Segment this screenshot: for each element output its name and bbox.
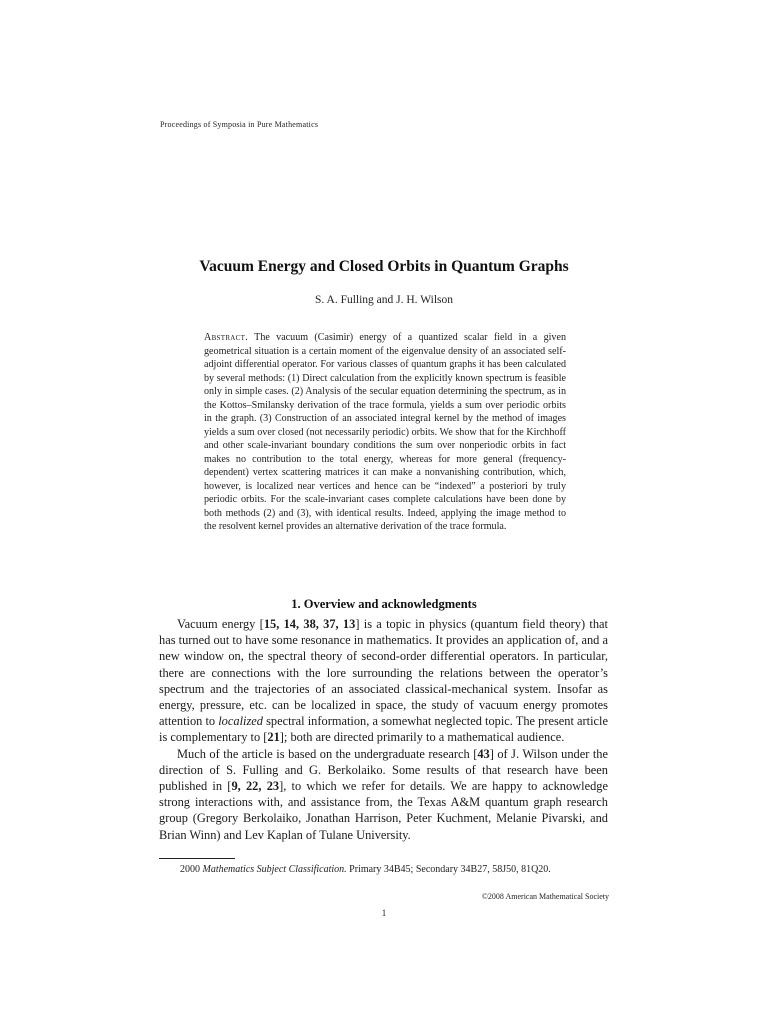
paper-title: Vacuum Energy and Closed Orbits in Quantum Graphs [199, 258, 569, 275]
paragraph-2 [159, 746, 608, 843]
footnote-label: Mathematics Subject Classification. [202, 864, 347, 875]
citation-refs[interactable]: 43 [477, 746, 490, 761]
citation-refs[interactable]: 21 [267, 730, 280, 745]
paragraph-text: Vacuum energy [ [177, 617, 264, 631]
paper-authors: S. A. Fulling and J. H. Wilson [315, 294, 453, 306]
citation-refs[interactable]: 15, 14, 38, 37, 13 [263, 617, 356, 631]
paragraph-text: ], to which we refer for details. We are happy to acknowledge strong interactions with, and assistance from, the Texas A&M quantum graph research group (Gregory Berkolaiko, Jonathan Harrison, Peter Kuchment, Melanie Pivarski, and Brian Winn) and Lev Kaplan of Tulane University. [159, 779, 608, 842]
citation-refs[interactable]: 9, 22, 23 [231, 779, 280, 794]
page-number: 1 [381, 908, 387, 918]
emphasis-text: localized [218, 714, 263, 729]
copyright-notice: ©2008 American Mathematical Society [481, 892, 609, 901]
paragraph-text: ]; both are directed primarily to a mathematical audience. [279, 730, 565, 745]
paragraph-text: spectral information, a somewhat neglected topic. The present article is complementary to [ [159, 714, 608, 745]
footnote-year: 2000 [180, 864, 200, 875]
abstract [204, 331, 566, 534]
paragraph-text: ] of J. Wilson under the direction of S. Fulling and G. Berkolaiko. Some results of that research have been published in [ [159, 746, 608, 794]
paragraph-text: ] is a topic in physics (quantum field theory) that has turned out to have some resonance in mathematics. It provides an application of, and a new window on, the spectral theory of second-order differential operators. In particular, there are connections with the lore surrounding the relations between the operator’s spectrum and the trajectories of an associated classical-mechanical system. Insofar as energy, pressure, etc. can be localized in space, the study of vacuum energy promotes attention to [159, 617, 608, 729]
paragraph-1 [159, 616, 608, 746]
abstract-text: The vacuum (Casimir) energy of a quantized scalar field in a given geometrical situation is a certain moment of the eigenvalue density of an associated self-adjoint differential operator. For various classes of quantum graphs it has been calculated by several methods: (1) Direct calculation from the explicitly known spectrum is feasible only in simple cases. (2) Analysis of the secular equation determining the spectrum, as in the Kottos–Smilansky derivation of the trace formula, yields a sum over periodic orbits in the graph. (3) Construction of an associated integral kernel by the method of images yields a sum over closed (not necessarily periodic) orbits. We show that for the Kirchhoff and other scale-invariant boundary conditions the sum over nonperiodic orbits in fact makes no contribution to the total energy, whereas for more general (frequency-dependent) vertex scattering matrices it can make a nonvanishing contribution, which, however, is localized near vertices and hence can be “indexed” a posteriori by truly periodic orbits. For the scale-invariant cases complete calculations have been done by both methods (2) and (3), with identical results. Indeed, applying the image method to the resolvent kernel provides an alternative derivation of the trace formula. [204, 332, 567, 532]
paragraph-text: Much of the article is based on the undergraduate research [ [177, 746, 478, 761]
footnote [180, 864, 620, 875]
section-heading: 1. Overview and acknowledgments [291, 597, 477, 611]
abstract-label: Abstract. [204, 332, 249, 343]
running-head: Proceedings of Symposia in Pure Mathematics [160, 120, 319, 129]
body-text [159, 616, 608, 843]
footnote-divider [159, 858, 235, 859]
footnote-text: Primary 34B45; Secondary 34B27, 58J50, 81Q20. [349, 864, 551, 875]
